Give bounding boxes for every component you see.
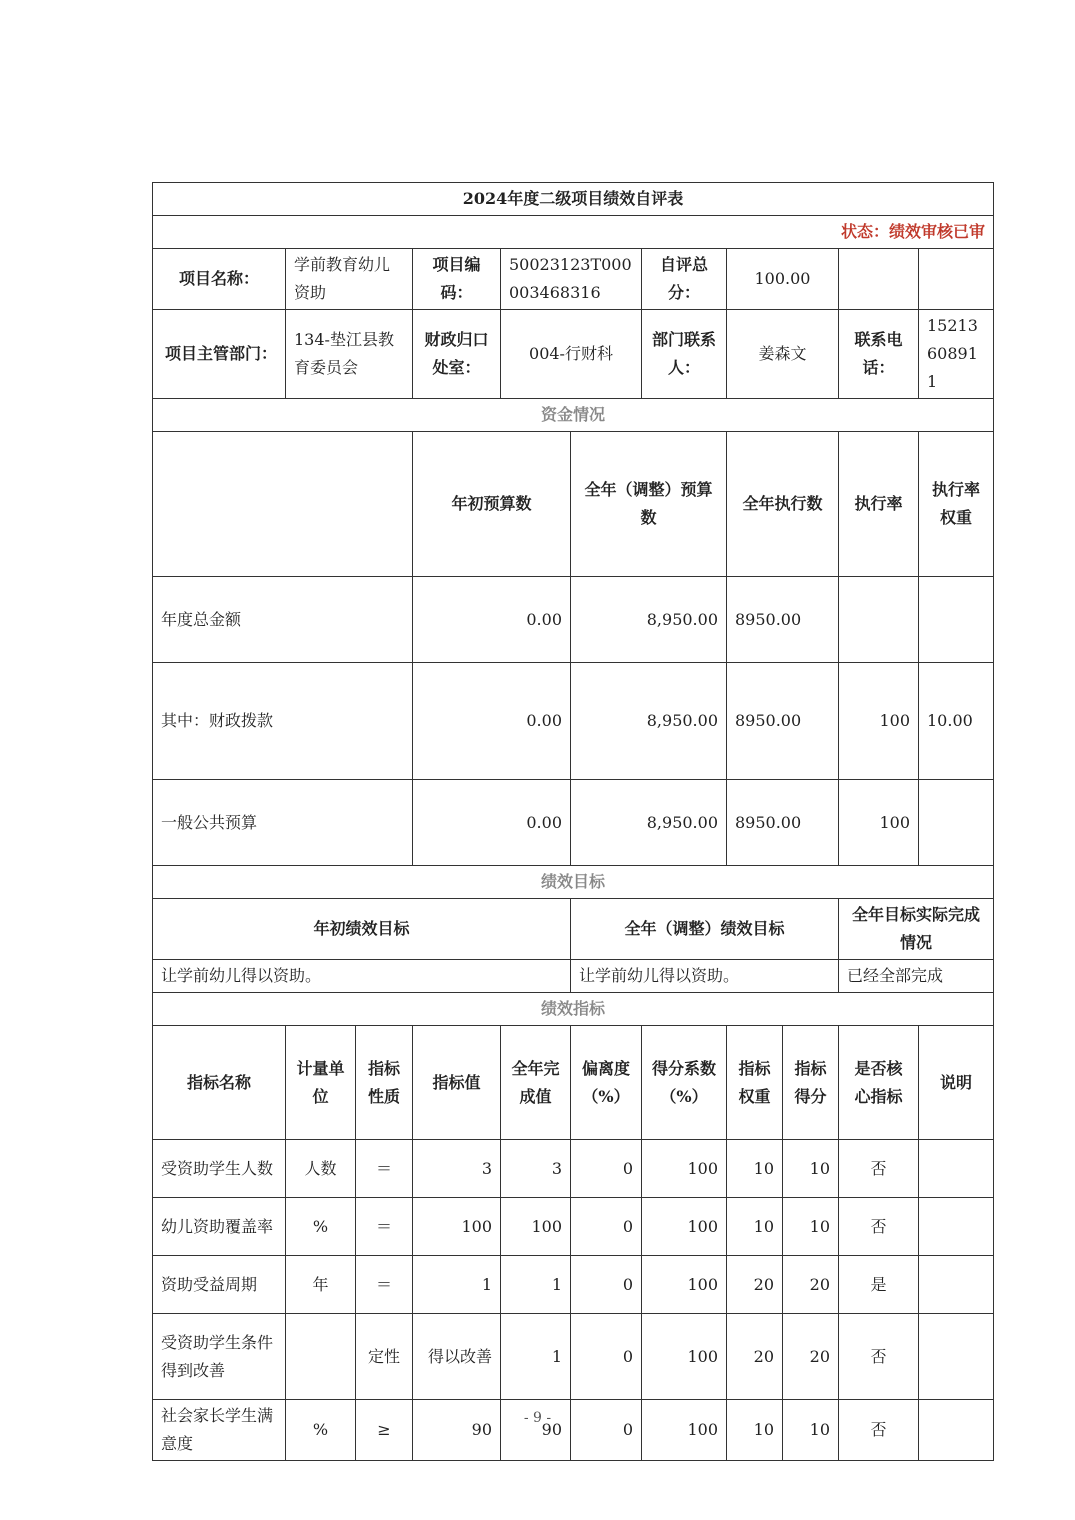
ind-coef: 100: [642, 1400, 727, 1461]
contact-label: 部门联系人：: [642, 310, 727, 399]
finance-value: 004-行财科: [501, 310, 642, 399]
ind-note: [919, 1256, 994, 1314]
ind-unit: %: [286, 1198, 356, 1256]
funds-row-executed: 8950.00: [727, 577, 839, 663]
funds-row-adjusted: 8,950.00: [571, 577, 727, 663]
ind-name: 社会家长学生满意度: [153, 1400, 286, 1461]
ind-nature: ＝: [356, 1140, 413, 1198]
ind-deviation: 0: [571, 1256, 642, 1314]
ind-value: 3: [413, 1140, 501, 1198]
funds-row-rate: [839, 577, 919, 663]
ind-header-nature: 指标性质: [356, 1026, 413, 1140]
ind-unit: %: [286, 1400, 356, 1461]
phone-value: 15213608911: [919, 310, 994, 399]
table-row: [153, 1140, 994, 1198]
funds-section-title: 资金情况: [153, 399, 994, 432]
self-score-value: 100.00: [727, 249, 839, 310]
funds-header-executed: 全年执行数: [727, 432, 839, 577]
ind-weight: 10: [727, 1140, 783, 1198]
table-row: [153, 663, 994, 780]
ind-header-unit: 计量单位: [286, 1026, 356, 1140]
empty-cell: [919, 249, 994, 310]
ind-header-name: 指标名称: [153, 1026, 286, 1140]
funds-header-adjusted: 全年（调整）预算数: [571, 432, 727, 577]
funds-row-label: 其中：财政拨款: [153, 663, 413, 780]
funds-row-initial: 0.00: [413, 577, 571, 663]
ind-note: [919, 1314, 994, 1400]
funds-row-initial: 0.00: [413, 780, 571, 866]
ind-score: 20: [783, 1256, 839, 1314]
table-row: [153, 1256, 994, 1314]
funds-row-weight: 10.00: [919, 663, 994, 780]
ind-unit: 人数: [286, 1140, 356, 1198]
funds-header-rate: 执行率: [839, 432, 919, 577]
empty-cell: [839, 249, 919, 310]
ind-score: 10: [783, 1198, 839, 1256]
ind-unit: [286, 1314, 356, 1400]
ind-core: 否: [839, 1314, 919, 1400]
ind-unit: 年: [286, 1256, 356, 1314]
ind-core: 是: [839, 1256, 919, 1314]
ind-name: 受资助学生条件得到改善: [153, 1314, 286, 1400]
ind-header-core: 是否核心指标: [839, 1026, 919, 1140]
ind-header-score: 指标得分: [783, 1026, 839, 1140]
page-number: - 9 -: [523, 1410, 552, 1426]
ind-value: 90: [413, 1400, 501, 1461]
ind-deviation: 0: [571, 1198, 642, 1256]
ind-score: 10: [783, 1140, 839, 1198]
table-row: [153, 1314, 994, 1400]
project-code-value: 50023123T000003468316: [501, 249, 642, 310]
goals-header-adjusted: 全年（调整）绩效目标: [571, 899, 839, 960]
goals-value-initial: 让学前幼儿得以资助。: [153, 960, 571, 993]
ind-nature: ≥: [356, 1400, 413, 1461]
ind-note: [919, 1140, 994, 1198]
ind-name: 受资助学生人数: [153, 1140, 286, 1198]
goals-header-actual: 全年目标实际完成情况: [839, 899, 994, 960]
ind-header-done: 全年完成值: [501, 1026, 571, 1140]
ind-weight: 20: [727, 1256, 783, 1314]
ind-deviation: 0: [571, 1400, 642, 1461]
ind-done: 3: [501, 1140, 571, 1198]
performance-table: [152, 182, 994, 1461]
ind-nature: ＝: [356, 1256, 413, 1314]
contact-value: 姜森文: [727, 310, 839, 399]
funds-row-label: 一般公共预算: [153, 780, 413, 866]
ind-header-deviation: 偏离度（%）: [571, 1026, 642, 1140]
funds-header-initial: 年初预算数: [413, 432, 571, 577]
ind-score: 10: [783, 1400, 839, 1461]
project-code-label: 项目编码：: [413, 249, 501, 310]
ind-core: 否: [839, 1140, 919, 1198]
ind-weight: 10: [727, 1400, 783, 1461]
ind-name: 资助受益周期: [153, 1256, 286, 1314]
table-row: [153, 1198, 994, 1256]
ind-value: 100: [413, 1198, 501, 1256]
funds-row-executed: 8950.00: [727, 663, 839, 780]
goals-section-title: 绩效目标: [153, 866, 994, 899]
indicators-section-title: 绩效指标: [153, 993, 994, 1026]
ind-core: 否: [839, 1198, 919, 1256]
finance-label: 财政归口处室：: [413, 310, 501, 399]
ind-header-value: 指标值: [413, 1026, 501, 1140]
funds-row-adjusted: 8,950.00: [571, 663, 727, 780]
ind-score: 20: [783, 1314, 839, 1400]
funds-header-weight: 执行率权重: [919, 432, 994, 577]
ind-weight: 20: [727, 1314, 783, 1400]
funds-row-weight: [919, 577, 994, 663]
ind-done: 1: [501, 1256, 571, 1314]
table-title: 2024年度二级项目绩效自评表: [153, 183, 994, 216]
goals-value-adjusted: 让学前幼儿得以资助。: [571, 960, 839, 993]
ind-weight: 10: [727, 1198, 783, 1256]
dept-value: 134-垫江县教育委员会: [286, 310, 413, 399]
ind-header-coef: 得分系数（%）: [642, 1026, 727, 1140]
ind-done: 1: [501, 1314, 571, 1400]
ind-nature: 定性: [356, 1314, 413, 1400]
ind-note: [919, 1400, 994, 1461]
ind-done: 100: [501, 1198, 571, 1256]
ind-header-weight: 指标权重: [727, 1026, 783, 1140]
ind-note: [919, 1198, 994, 1256]
phone-label: 联系电话：: [839, 310, 919, 399]
ind-coef: 100: [642, 1314, 727, 1400]
ind-name: 幼儿资助覆盖率: [153, 1198, 286, 1256]
ind-coef: 100: [642, 1198, 727, 1256]
self-score-label: 自评总分：: [642, 249, 727, 310]
dept-label: 项目主管部门：: [153, 310, 286, 399]
ind-nature: ＝: [356, 1198, 413, 1256]
project-name-label: 项目名称：: [153, 249, 286, 310]
ind-header-note: 说明: [919, 1026, 994, 1140]
project-name-value: 学前教育幼儿资助: [286, 249, 413, 310]
funds-header-blank: [153, 432, 413, 577]
funds-row-rate: 100: [839, 780, 919, 866]
funds-row-executed: 8950.00: [727, 780, 839, 866]
ind-value: 得以改善: [413, 1314, 501, 1400]
ind-coef: 100: [642, 1140, 727, 1198]
ind-coef: 100: [642, 1256, 727, 1314]
goals-header-initial: 年初绩效目标: [153, 899, 571, 960]
funds-row-adjusted: 8,950.00: [571, 780, 727, 866]
table-row: [153, 780, 994, 866]
funds-row-rate: 100: [839, 663, 919, 780]
ind-done: 90: [501, 1400, 571, 1461]
ind-core: 否: [839, 1400, 919, 1461]
funds-row-label: 年度总金额: [153, 577, 413, 663]
goals-value-actual: 已经全部完成: [839, 960, 994, 993]
ind-value: 1: [413, 1256, 501, 1314]
ind-deviation: 0: [571, 1314, 642, 1400]
table-row: [153, 1400, 994, 1461]
table-row: [153, 577, 994, 663]
funds-row-weight: [919, 780, 994, 866]
status-text: 状态：绩效审核已审: [153, 216, 994, 249]
funds-row-initial: 0.00: [413, 663, 571, 780]
ind-deviation: 0: [571, 1140, 642, 1198]
